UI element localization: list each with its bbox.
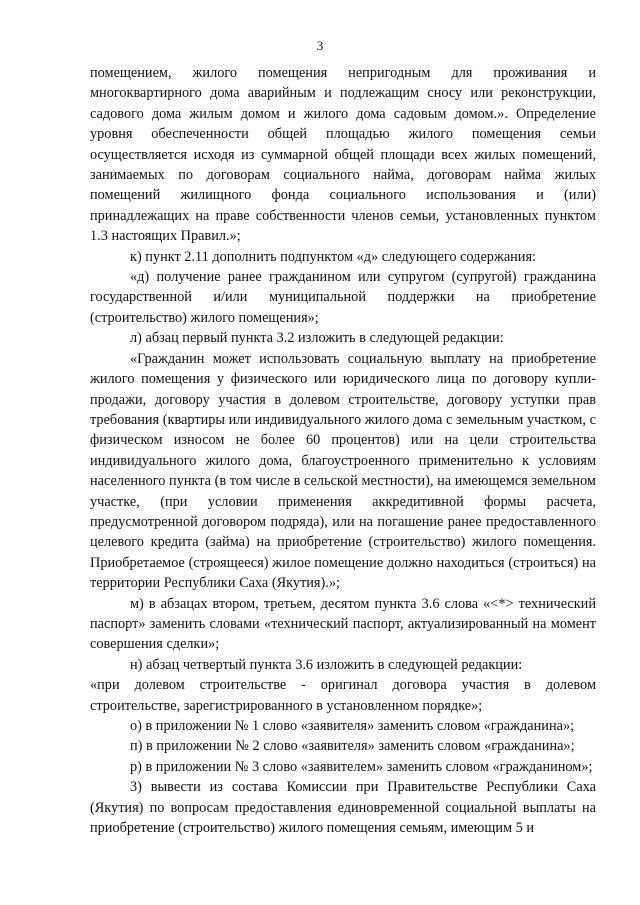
paragraph-item-k-text: «д) получение ранее гражданином или супругом (супругой) гражданина государственной и/или муниципальной поддержки на приобретение (строительство) жилого помещения»; <box>90 269 596 326</box>
paragraph-item-r: р) в приложении № 3 слово «заявителем» заменить словом «гражданином»; <box>130 758 593 775</box>
paragraph-item-l: л) абзац первый пункта 3.2 изложить в следующей редакции: <box>130 330 504 347</box>
paragraph-item-l-text: «Гражданин может использовать социальную выплату на приобретение жилого помещения у физического или юридического лица по договору купли-продажи, договору участия в долевом строительстве, договору уступки прав требования (квартиры или индивидуального жилого дома с земельным участком, с физическом износом не более 60 процентов) или на цели строительства индивидуального жилого дома, благоустроенного применительно к условиям населенного пункта (в том числе в сельской местности), на имеющемся земельном участке, (при условии применения аккредитивной формы расчета, предусмотренной договором подряда), или на погашение ранее предоставленного целевого кредита (займа) на приобретение (строительство) жилого помещения. Приобретаемое (строящееся) жилое помещение должно находиться (строиться) на территории Республики Саха (Якутия).»; <box>90 350 596 592</box>
paragraph-item-p: п) в приложении № 2 слово «заявителя» заменить словом «гражданина»; <box>130 738 575 755</box>
paragraph-item-m: м) в абзацах втором, третьем, десятом пункта 3.6 слова «<*> технический паспорт» заменить словами «технический паспорт, актуализированный на момент совершения сделки»; <box>90 595 596 653</box>
paragraph-item-n: н) абзац четвертый пункта 3.6 изложить в следующей редакции: <box>130 656 523 673</box>
paragraph-item-n-text: «при долевом строительстве - оригинал договора участия в долевом строительстве, зарегистрированного в установленном порядке»; <box>90 677 596 714</box>
document-body <box>90 63 596 838</box>
paragraph-item-k: к) пункт 2.11 дополнить подпунктом «д» следующего содержания: <box>130 248 537 265</box>
paragraph-item-3: 3) вывести из состава Комиссии при Правительстве Республики Саха (Якутия) по вопросам предоставления единовременной социальной выплаты на приобретение (строительство) жилого помещения семьям, имеющим 5 и <box>90 779 596 837</box>
paragraph-item-o: о) в приложении № 1 слово «заявителя» заменить словом «гражданина»; <box>130 718 575 734</box>
paragraph-1: помещением, жилого помещения непригодным для проживания и многоквартирного дома аварийным и подлежащим сносу или реконструкции, садового дома жилым домом и жилого дома садовым домом.». Определение уровня обеспеченности общей площадью жилого помещения семьи осуществляется исходя из суммарной общей площади всех жилых помещений, занимаемых по договорам социального найма, договорам найма жилых помещений жилищного фонда социального использования и (или) принадлежащих на праве собственности членов семьи, установленных пунктом 1.3 настоящих Правил.»; <box>90 65 596 245</box>
page-number: 3 <box>316 38 324 53</box>
